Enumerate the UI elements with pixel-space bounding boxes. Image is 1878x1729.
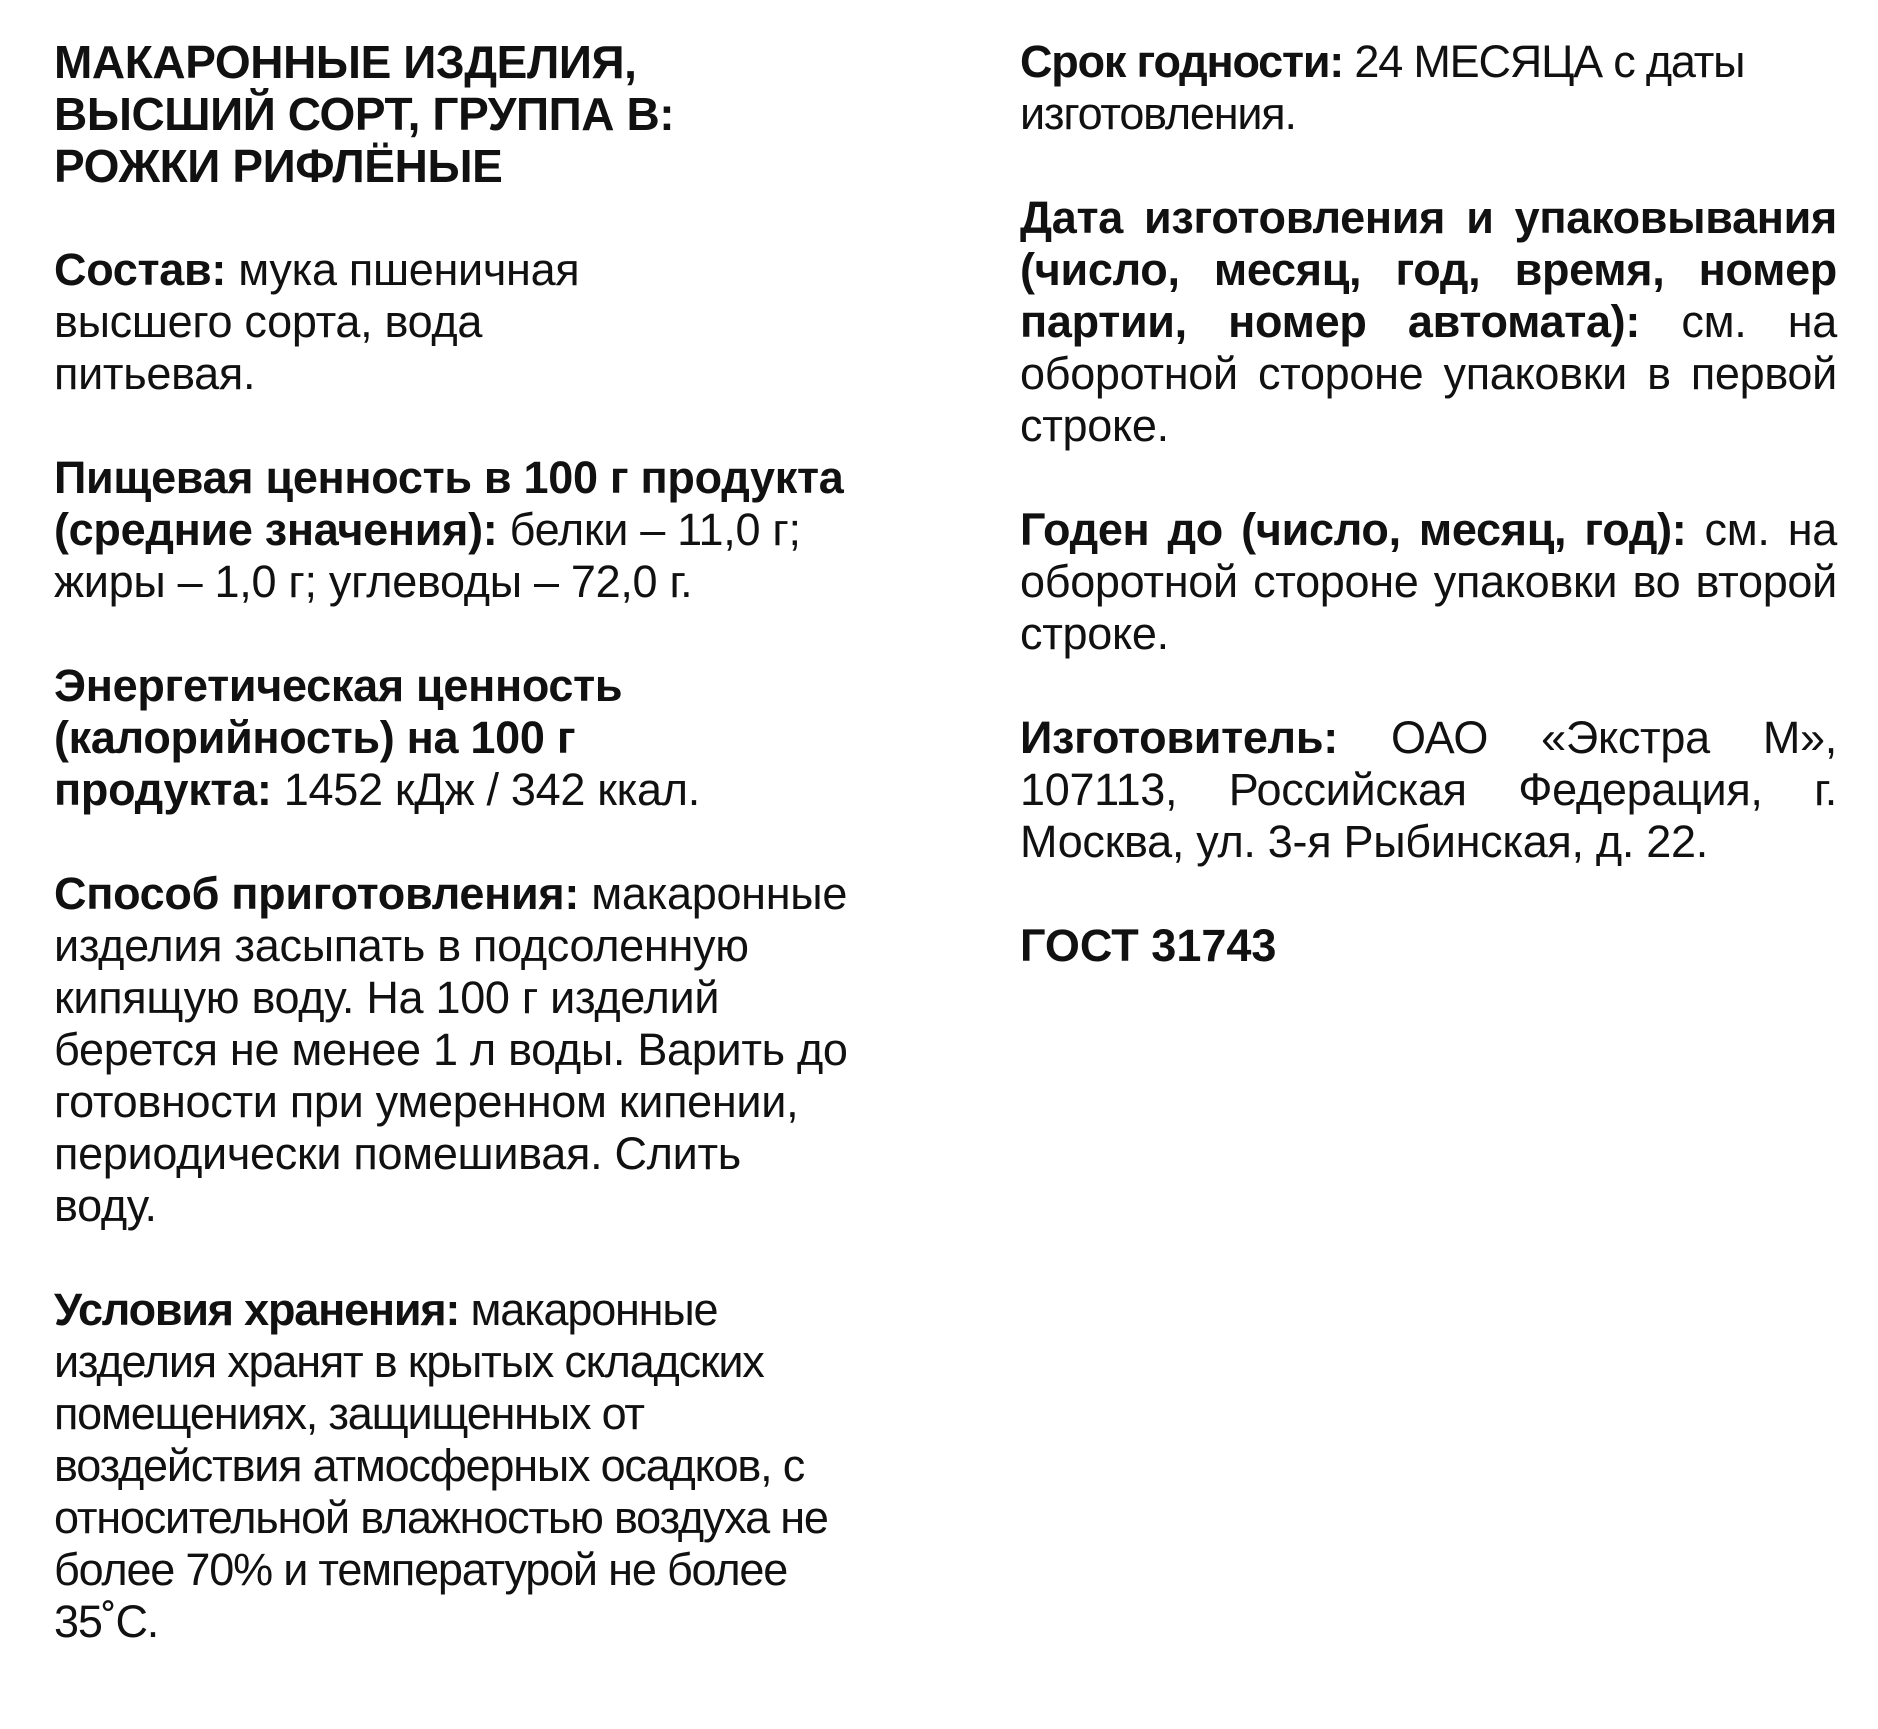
gost-standard: ГОСТ 31743 [1020, 920, 1277, 971]
production-date-label: Дата изготовления и упаковывания (число, месяц, год, время, номер партии, номер автомата): [1020, 192, 1837, 347]
composition-label: Состав: [54, 244, 227, 295]
title-line: РОЖКИ РИФЛЁНЫЕ [54, 140, 503, 192]
best-before-text: см. на оборотной стороне упаковки во второй строке. [1020, 504, 1837, 659]
production-date-text: см. на оборотной стороне упаковки в первой строке. [1020, 296, 1837, 451]
storage-text: макаронные изделия хранят в крытых складских помещениях, защищенных от воздействия атмосферных осадков, с относительной влажностью воздуха не более 70% и температурой не более 35˚С. [54, 1284, 828, 1647]
best-before-label: Годен до (число, месяц, год): [1020, 504, 1687, 555]
title-line: МАКАРОННЫЕ ИЗДЕЛИЯ, [54, 36, 637, 88]
shelf-life-section [1020, 36, 1837, 140]
nutrition-section [54, 452, 844, 608]
title-line: ВЫСШИЙ СОРТ, ГРУППА В: [54, 88, 675, 140]
best-before-section [1020, 504, 1837, 660]
production-date-section [1020, 192, 1837, 452]
nutrition-text: белки – 11,0 г; жиры – 1,0 г; углеводы – 72,0 г. [54, 504, 801, 607]
right-column [1020, 36, 1837, 972]
manufacturer-section [1020, 712, 1837, 868]
shelf-life-label: Срок годности: [1020, 36, 1344, 87]
cooking-section [54, 868, 854, 1232]
cooking-label: Способ приготовления: [54, 868, 580, 919]
shelf-life-text: 24 МЕСЯЦА с даты изготовления. [1020, 36, 1745, 139]
cooking-text: макаронные изделия засыпать в подсоленную кипящую воду. На 100 г изделий берется не менее 1 л воды. Варить до готовности при умеренном кипении, периодически помешивая. Слить воду. [54, 868, 848, 1231]
left-column [54, 36, 914, 1700]
composition-text: мука пшеничная высшего сорта, вода питьевая. [54, 244, 580, 399]
nutrition-label: Пищевая ценность в 100 г продукта (средние значения): [54, 452, 844, 555]
energy-text: 1452 кДж / 342 ккал. [271, 764, 700, 815]
energy-section [54, 660, 774, 816]
storage-label: Условия хранения: [54, 1284, 460, 1335]
composition-section [54, 244, 694, 400]
storage-section [54, 1284, 884, 1648]
product-title [54, 36, 914, 192]
manufacturer-text: ОАО «Экстра М», 107113, Российская Федерация, г. Москва, ул. 3-я Рыбинская, д. 22. [1020, 712, 1837, 867]
manufacturer-label: Изготовитель: [1020, 712, 1338, 763]
energy-label: Энергетическая ценность (калорийность) на 100 г продукта: [54, 660, 623, 815]
